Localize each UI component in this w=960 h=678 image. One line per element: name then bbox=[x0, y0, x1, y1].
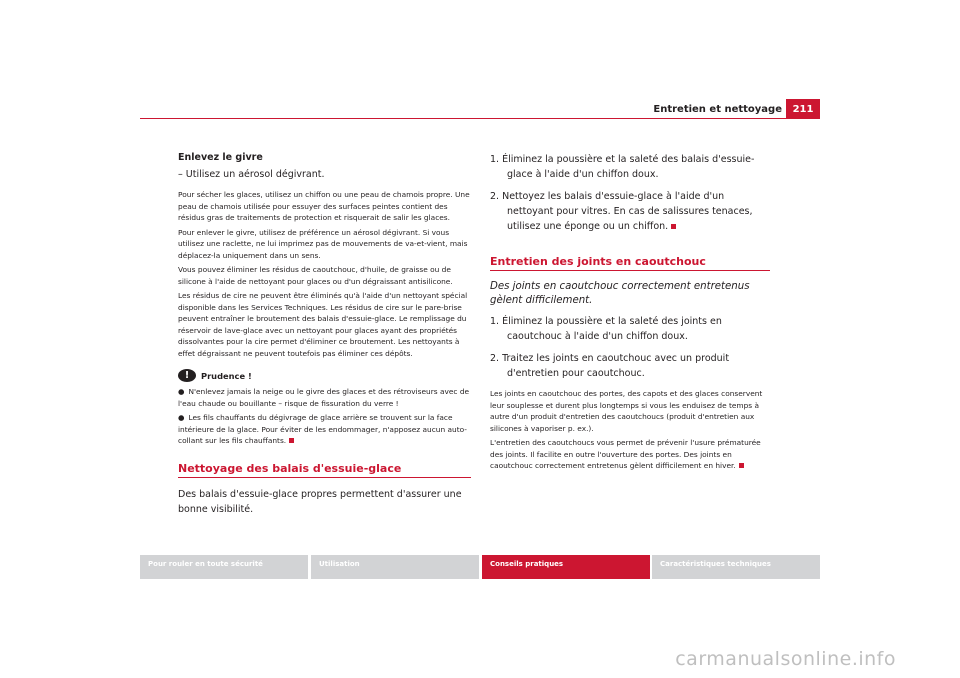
note-paragraph: Les résidus de cire ne peuvent être éliminés qu'à l'aide d'un nettoyant spécial disponible dans les Services Techniques. Les résidus de cire sur le pare-brise peuvent entraîner le broutement des balais d'essuie-glace. Le remplissage du réservoir de lave-glace avec un nettoyant pour glaces ayant des propriétés dissolvantes pour la cire permet d'éliminer ce broutement. Les nettoyants à effet dégraissant ne peuvent toutefois pas éliminer ces dépôts. bbox=[178, 291, 468, 358]
watermark: carmanualsonline.info bbox=[675, 648, 896, 670]
footer-tab-usage[interactable]: Utilisation bbox=[311, 555, 479, 579]
seals-step: 1. Éliminez la poussière et la saleté des joints en caoutchouc à l'aide d'un chiffon doux. bbox=[490, 316, 722, 342]
wiper-step: 1. Éliminez la poussière et la saleté des balais d'essuie-glace à l'aide d'un chiffon doux. bbox=[490, 154, 755, 180]
footer-tab-safety[interactable]: Pour rouler en toute sécurité bbox=[140, 555, 308, 579]
defrost-heading: Enlevez le givre bbox=[178, 152, 263, 163]
footer-tab-specifications[interactable]: Caractéristiques techniques bbox=[652, 555, 820, 579]
defrost-step: – Utilisez un aérosol dégivrant. bbox=[178, 169, 325, 180]
wiper-step bbox=[490, 189, 770, 234]
caution-item bbox=[178, 386, 471, 409]
wiper-section-heading: Nettoyage des balais d'essuie-glace bbox=[178, 462, 471, 478]
note-paragraph: Vous pouvez éliminer les résidus de caoutchouc, d'huile, de graisse ou de silicone à l'aide de nettoyant pour glaces ou d'un dégraissant antisilicone. bbox=[178, 265, 453, 286]
wiper-step-text: 2. Nettoyez les balais d'essuie-glace à l'aide d'un nettoyant pour vitres. En cas de salissures tenaces, utilisez une éponge ou un chiffon. bbox=[490, 191, 753, 232]
seals-intro: Des joints en caoutchouc correctement entretenus gèlent difficilement. bbox=[490, 281, 750, 306]
section-end-icon bbox=[289, 438, 294, 443]
seals-note bbox=[490, 437, 770, 472]
caution-item-text: Les fils chauffants du dégivrage de glace arrière se trouvent sur la face intérieure de la glace. Pour éviter de les endommager, n'apposez aucun auto-collant sur les fils chauffants. bbox=[178, 413, 467, 445]
wiper-section-body: Des balais d'essuie-glace propres permettent d'assurer une bonne visibilité. bbox=[178, 488, 462, 515]
section-end-icon bbox=[739, 463, 744, 468]
seals-note: Les joints en caoutchouc des portes, des capots et des glaces conservent leur souplesse et durent plus longtemps si vous les enduisez de temps à autre d'un produit d'entretien des caoutchoucs (produit d'entretien aux silicones à vaporiser p. ex.). bbox=[490, 389, 763, 433]
header-rule bbox=[140, 118, 820, 119]
bullet-icon: ● bbox=[178, 387, 185, 396]
caution-header bbox=[178, 369, 471, 382]
left-column bbox=[178, 152, 471, 517]
warning-icon: ! bbox=[178, 369, 196, 382]
bullet-icon: ● bbox=[178, 413, 185, 422]
caution-item-text: N'enlevez jamais la neige ou le givre des glaces et des rétroviseurs avec de l'eau chaude ou bouillante – risque de fissuration du verre ! bbox=[178, 387, 470, 408]
seals-note-text: L'entretien des caoutchoucs vous permet de prévenir l'usure prématurée des joints. Il facilite en outre l'ouverture des portes. Des joints en caoutchouc correctement entretenus gèlent difficilement en hiver. bbox=[490, 438, 761, 470]
caution-item bbox=[178, 412, 471, 447]
seals-step: 2. Traitez les joints en caoutchouc avec un produit d'entretien pour caoutchouc. bbox=[490, 353, 730, 379]
note-paragraph: Pour enlever le givre, utilisez de préférence un aérosol dégivrant. Si vous utilisez une raclette, ne lui imprimez pas de mouvements de va-et-vient, mais déplacez-la uniquement dans un sens. bbox=[178, 227, 468, 260]
footer-tab-practical-tips[interactable]: Conseils pratiques bbox=[482, 555, 650, 579]
note-paragraph: Pour sécher les glaces, utilisez un chiffon ou une peau de chamois propre. Une peau de chamois utilisée pour essuyer des surfaces peintes contient des résidus gras de traitements de protection et risquerait de salir les glaces. bbox=[178, 190, 470, 222]
caution-title: Prudence ! bbox=[201, 370, 252, 381]
page-header-title: Entretien et nettoyage bbox=[653, 104, 782, 115]
section-end-icon bbox=[671, 224, 676, 229]
seals-section-heading: Entretien des joints en caoutchouc bbox=[490, 255, 770, 271]
page-number-badge: 211 bbox=[786, 99, 820, 119]
right-column bbox=[490, 152, 770, 475]
